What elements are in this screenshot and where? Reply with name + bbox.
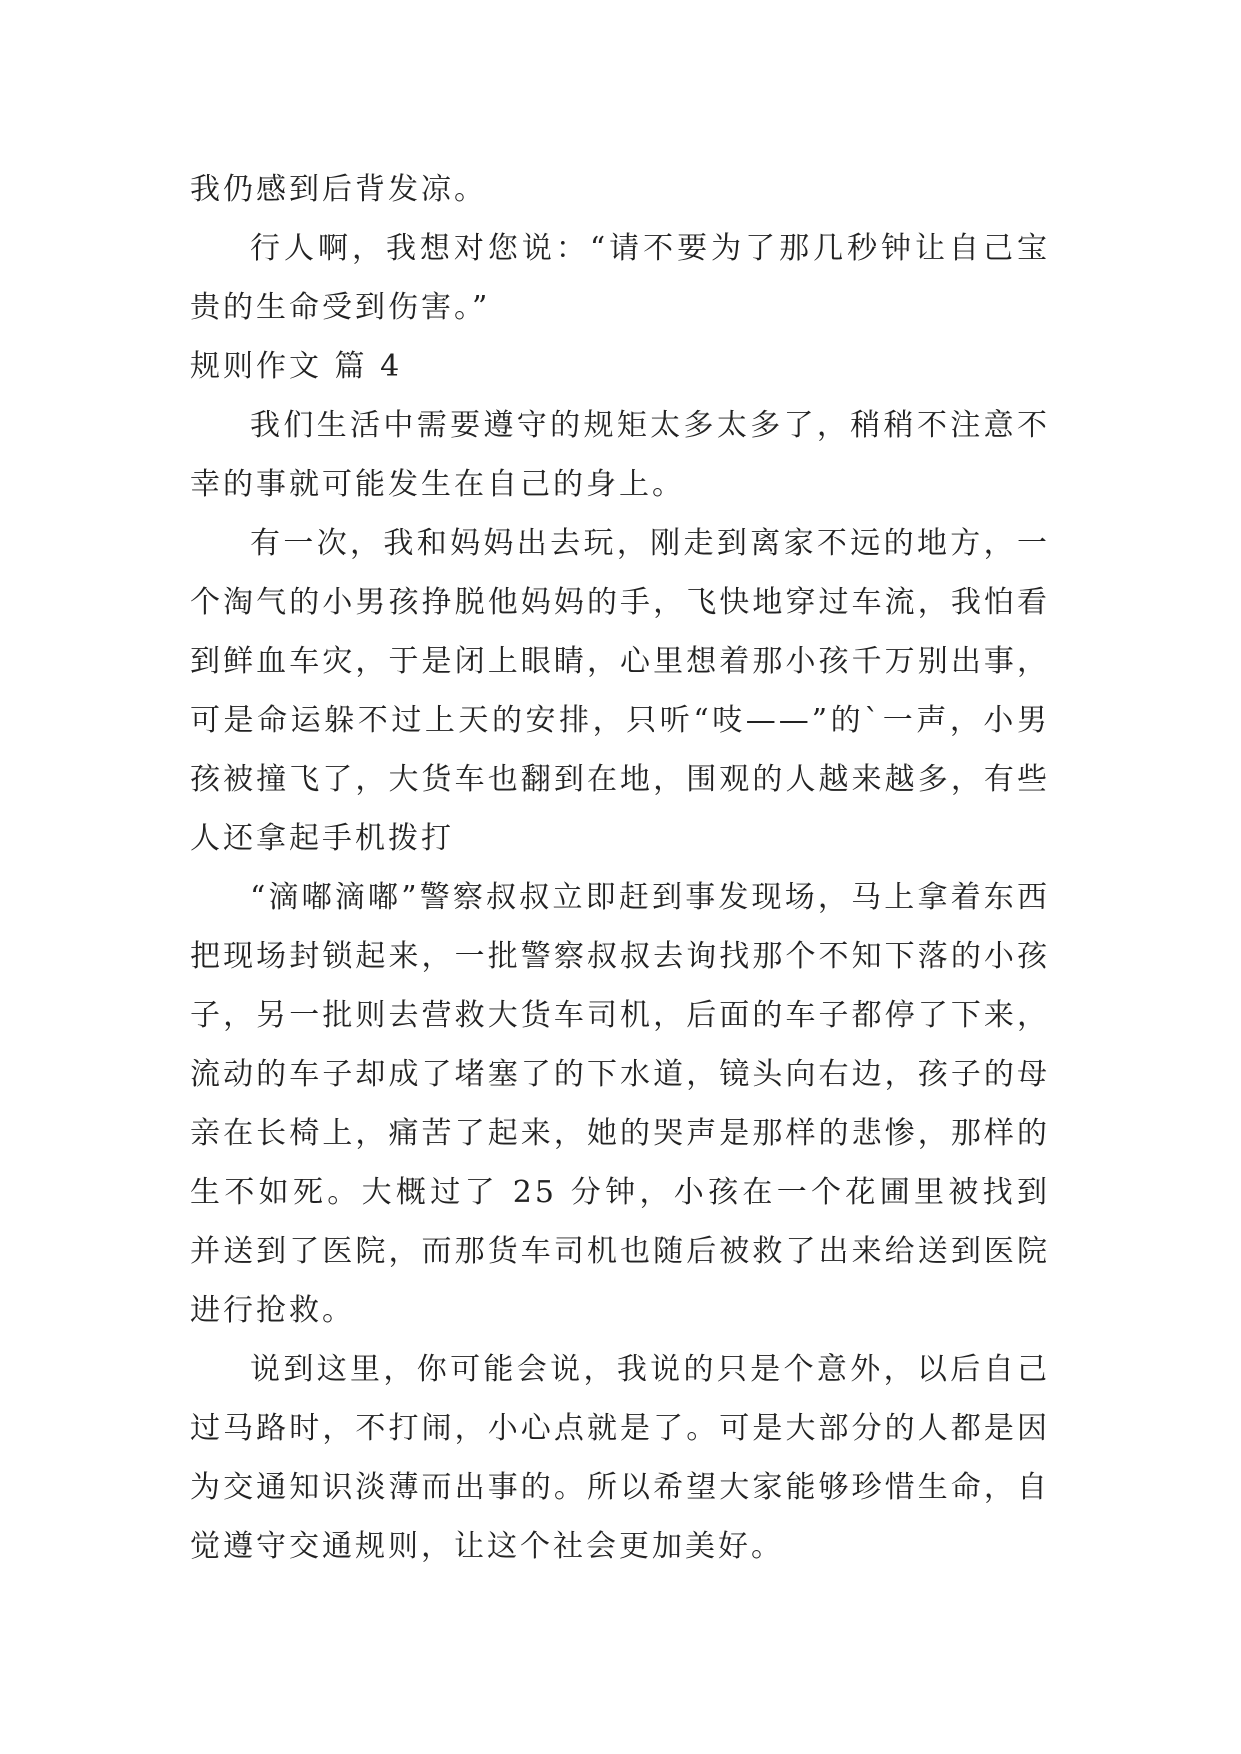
continuation-paragraph: 我仍感到后背发凉。 bbox=[190, 172, 487, 207]
paragraph-5: 说到这里，你可能会说，我说的只是个意外，以后自己过马路时，不打闹，小心点就是了。可是大部分的人都是因为交通知识淡薄而出事的。所以希望大家能够珍惜生命，自觉遵守交通规则，让这个社会更加美好。 bbox=[190, 1352, 1050, 1564]
section-title: 规则作文 篇 4 bbox=[190, 349, 403, 384]
document-body bbox=[190, 160, 1050, 1576]
paragraph-1: 行人啊，我想对您说：“请不要为了那几秒钟让自己宝贵的生命受到伤害。” bbox=[190, 231, 1050, 325]
paragraph-4: “滴嘟滴嘟”警察叔叔立即赶到事发现场，马上拿着东西把现场封锁起来，一批警察叔叔去询找那个不知下落的小孩子，另一批则去营救大货车司机，后面的车子都停了下来，流动的车子却成了堵塞了的下水道，镜头向右边，孩子的母亲在长椅上，痛苦了起来，她的哭声是那样的悲惨，那样的生不如死。大概过了 25 分钟，小孩在一个花圃里被找到并送到了医院，而那货车司机也随后被救了出来给送到医院进行抢救。 bbox=[190, 880, 1050, 1328]
paragraph-3: 有一次，我和妈妈出去玩，刚走到离家不远的地方，一个淘气的小男孩挣脱他妈妈的手，飞快地穿过车流，我怕看到鲜血车灾，于是闭上眼睛，心里想着那小孩千万别出事，可是命运躲不过上天的安排，只听“吱——”的`一声，小男孩被撞飞了，大货车也翻到在地，围观的人越来越多，有些人还拿起手机拨打 bbox=[190, 526, 1050, 856]
paragraph-2: 我们生活中需要遵守的规矩太多太多了，稍稍不注意不幸的事就可能发生在自己的身上。 bbox=[190, 408, 1050, 502]
